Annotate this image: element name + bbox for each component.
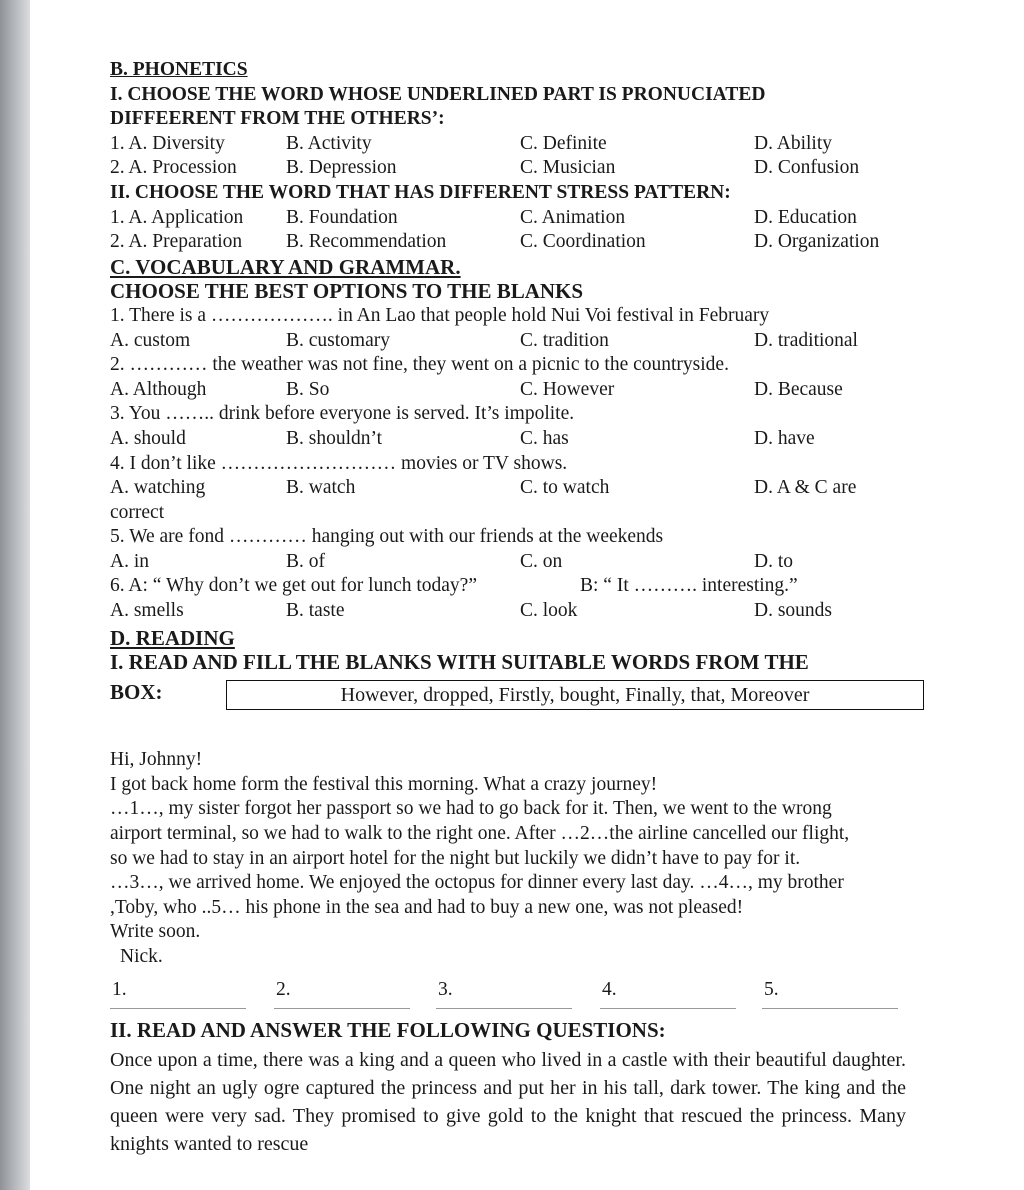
option-d: D. Confusion (754, 157, 860, 179)
letter-line: ,Toby, who ..5… his phone in the sea and had to buy a new one, was not pleased! (110, 896, 744, 918)
letter-line: …1…, my sister forgot her passport so we had to go back for it. Then, we went to the wrong (110, 798, 832, 820)
reading-part2-title: II. READ AND ANSWER THE FOLLOWING QUESTIONS: (110, 1017, 666, 1042)
option-a: A. watching (110, 477, 206, 499)
option-c: C. Musician (520, 157, 616, 179)
phonetics-heading: B. PHONETICS (110, 59, 248, 80)
question-6-speaker-a: 6. A: “ Why don’t we get out for lunch today?” (110, 575, 477, 597)
question-4-options (110, 476, 940, 501)
option-a: A. custom (110, 329, 191, 351)
option-c: C. has (520, 427, 569, 449)
question-3: 3. You …….. drink before everyone is served. It’s impolite. (110, 403, 575, 425)
answer-blank-4[interactable] (600, 976, 736, 1009)
question-6 (110, 574, 940, 599)
spacer (110, 712, 940, 748)
question-3-options (110, 427, 940, 452)
question-2-options (110, 378, 940, 403)
option-a: 1. A. Diversity (110, 132, 225, 154)
option-c: C. look (520, 600, 578, 622)
answer-blank-1[interactable] (110, 976, 246, 1009)
option-b: B. Depression (286, 157, 397, 179)
option-d: D. traditional (754, 329, 858, 351)
box-label: BOX: (110, 680, 163, 705)
question-5: 5. We are fond ………… hanging out with our friends at the weekends (110, 526, 664, 548)
vocab-title: CHOOSE THE BEST OPTIONS TO THE BLANKS (110, 279, 584, 304)
reading-heading: D. READING (110, 625, 235, 650)
option-b: B. Recommendation (286, 231, 447, 253)
option-d: D. Because (754, 378, 843, 400)
stress-q1 (110, 206, 940, 231)
option-b: B. Foundation (286, 206, 398, 228)
option-b: B. taste (286, 600, 345, 622)
word-box: However, dropped, Firstly, bought, Finally, that, Moreover (226, 680, 924, 710)
option-b: B. shouldn’t (286, 427, 383, 449)
phonetics-q2 (110, 156, 940, 181)
option-a: A. should (110, 427, 186, 449)
option-b: B. of (286, 550, 325, 572)
option-c: C. Animation (520, 206, 626, 228)
letter-signature: Nick. (120, 946, 163, 967)
word-box-row (110, 678, 940, 712)
option-d: D. A & C are (754, 477, 857, 499)
option-d: D. Organization (754, 231, 880, 253)
option-a: A. smells (110, 600, 184, 622)
blank-number: 3. (438, 978, 453, 1000)
question-4: 4. I don’t like ……………………… movies or TV shows. (110, 452, 568, 474)
answer-blanks (110, 976, 940, 1016)
answer-blank-5[interactable] (762, 976, 898, 1009)
stress-q2 (110, 230, 940, 255)
option-a: 1. A. Application (110, 206, 244, 228)
letter-line: airport terminal, so we had to walk to the right one. After …2…the airline cancelled our flight, (110, 823, 850, 845)
phonetics-q1 (110, 132, 940, 157)
question-1: 1. There is a ………………. in An Lao that people hold Nui Voi festival in February (110, 304, 770, 326)
option-b: B. Activity (286, 132, 372, 154)
option-a: A. Although (110, 378, 207, 400)
letter-line: so we had to stay in an airport hotel for the night but luckily we didn’t have to pay for it. (110, 847, 801, 869)
answer-blank-2[interactable] (274, 976, 410, 1009)
letter-line: …3…, we arrived home. We enjoyed the octopus for dinner every last day. …4…, my brother (110, 872, 844, 894)
option-b: B. customary (286, 329, 390, 351)
option-d: D. Ability (754, 132, 833, 154)
letter-line: Write soon. (110, 921, 201, 943)
option-a: A. in (110, 550, 149, 572)
blank-number: 5. (764, 978, 779, 1000)
option-a: 2. A. Procession (110, 157, 237, 179)
letter-line: Hi, Johnny! (110, 749, 203, 771)
blank-number: 4. (602, 978, 617, 1000)
question-1-options (110, 329, 940, 354)
question-6-options (110, 599, 940, 624)
option-b: B. So (286, 378, 330, 400)
window-edge-shadow (0, 0, 30, 1190)
option-d: D. to (754, 550, 793, 572)
blank-number: 2. (276, 978, 291, 1000)
option-d: D. sounds (754, 600, 833, 622)
option-b: B. watch (286, 477, 356, 499)
question-5-options (110, 550, 940, 575)
document-page (30, 0, 1024, 1190)
question-2: 2. ………… the weather was not fine, they went on a picnic to the countryside. (110, 354, 729, 376)
document-content (110, 58, 940, 1158)
option-c: C. However (520, 378, 615, 400)
option-a: 2. A. Preparation (110, 231, 243, 253)
phonetics-part1-title: I. CHOOSE THE WORD WHOSE UNDERLINED PART IS PRONUCIATED (110, 83, 766, 105)
option-c: C. tradition (520, 329, 609, 351)
answer-blank-3[interactable] (436, 976, 572, 1009)
option-c: C. Definite (520, 132, 607, 154)
phonetics-part2-title: II. CHOOSE THE WORD THAT HAS DIFFERENT STRESS PATTERN: (110, 181, 731, 203)
option-c: C. Coordination (520, 231, 646, 253)
letter-line: I got back home form the festival this morning. What a crazy journey! (110, 773, 658, 795)
vocab-heading: C. VOCABULARY AND GRAMMAR. (110, 254, 461, 279)
story-paragraph: Once upon a time, there was a king and a queen who lived in a castle with their beautiful daughter. One night an ugly ogre captured the princess and put her in his tall, dark tower. The king and the queen were very sad. They promised to give gold to the knight that rescued the princess. Many knights wanted to rescue (110, 1048, 906, 1155)
letter (110, 748, 910, 969)
question-4-option-wrap: correct (110, 501, 165, 523)
option-c: C. on (520, 550, 563, 572)
reading-part1-title: I. READ AND FILL THE BLANKS WITH SUITABLE WORDS FROM THE (110, 650, 809, 675)
phonetics-part1-title-cont: DIFFEERENT FROM THE OTHERS’: (110, 108, 445, 130)
question-6-speaker-b: B: “ It ………. interesting.” (580, 575, 798, 597)
option-d: D. have (754, 427, 815, 449)
blank-number: 1. (112, 978, 127, 1000)
option-c: C. to watch (520, 477, 610, 499)
option-d: D. Education (754, 206, 857, 228)
